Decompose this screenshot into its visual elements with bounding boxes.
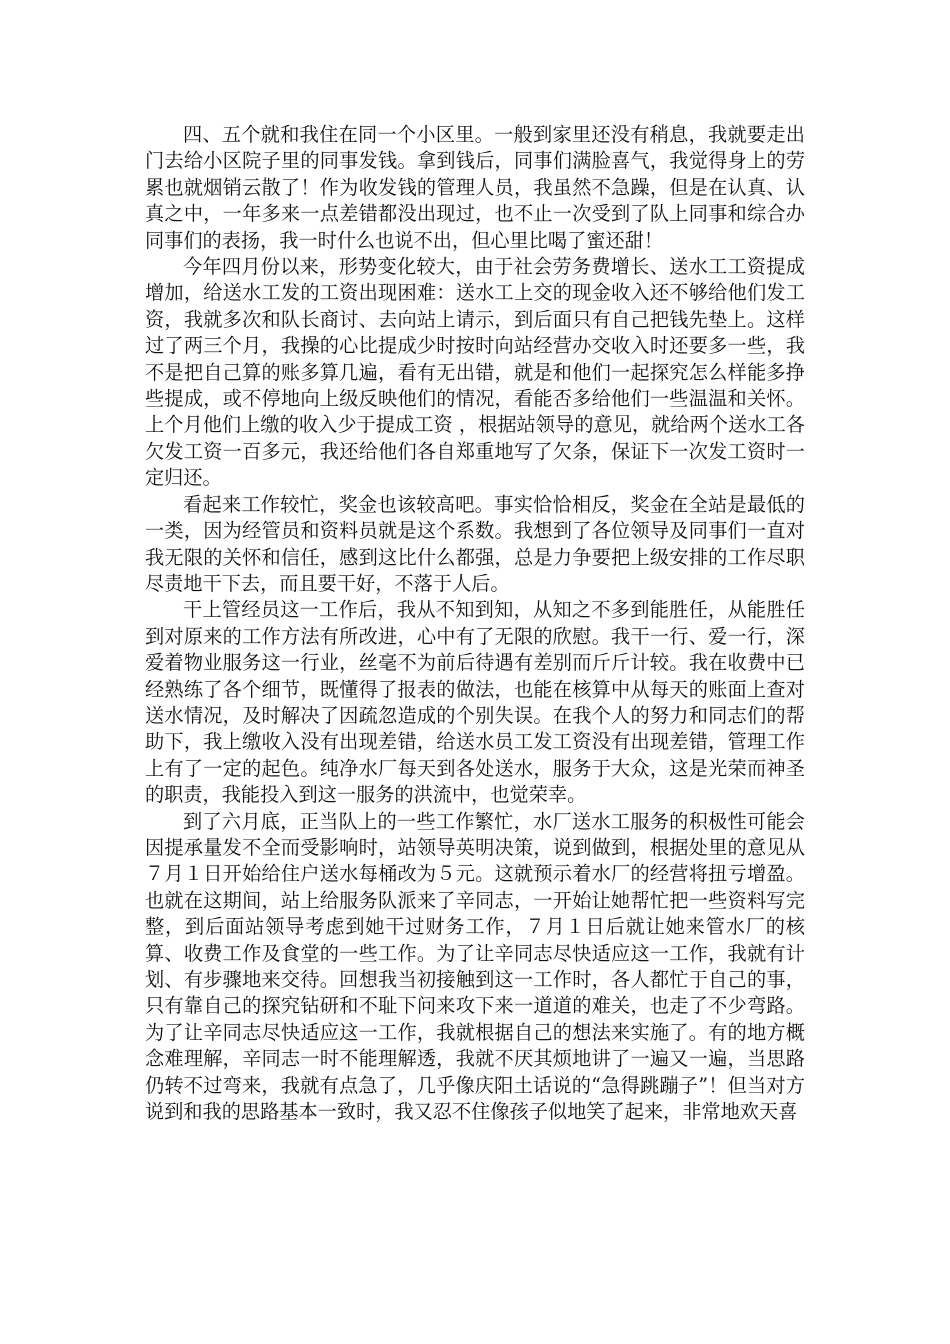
paragraph: 四、五个就和我住在同一个小区里。一般到家里还没有稍息，我就要走出门去给小区院子里的同事发钱。拿到钱后，同事们满脸喜气，我觉得身上的劳累也就烟销云散了！作为收发钱的管理人员，我虽然不急躁，但是在认真、认真之中，一年多来一点差错都没出现过，也不止一次受到了队上同事和综合办同事们的表扬，我一时什么也说不出，但心里比喝了蜜还甜！ [145, 123, 805, 252]
document-body [145, 122, 805, 1125]
paragraph: 干上管经员这一工作后，我从不知到知，从知之不多到能胜任，从能胜任到对原来的工作方法有所改进，心中有了无限的欣慰。我干一行、爱一行，深爱着物业服务这一行业，丝毫不为前后待遇有差别而斤斤计较。我在收费中已经熟练了各个细节，既懂得了报表的做法，也能在核算中从每天的账面上查对送水情况，及时解决了因疏忽造成的个别失误。在我个人的努力和同志们的帮助下，我上缴收入没有出现差错，给送水员工发工资没有出现差错，管理工作上有了一定的起色。纯净水厂每天到各处送水，服务于大众，这是光荣而神圣的职责，我能投入到这一服务的洪流中，也觉荣幸。 [145, 598, 805, 807]
paragraph: 到了六月底，正当队上的一些工作繁忙，水厂送水工服务的积极性可能会因提承量发不全而受影响时，站领导英明决策，说到做到，根据处里的意见从７月１日开始给住户送水每桶改为５元。这就预示着水厂的经营将扭亏增盈。也就在这期间，站上给服务队派来了辛同志，一开始让她帮忙把一些资料写完整，到后面站领导考虑到她干过财务工作，７月１日后就让她来管水厂的核算、收费工作及食堂的一些工作。为了让辛同志尽快适应这一工作，我就有计划、有步骤地来交待。回想我当初接触到这一工作时，各人都忙于自己的事，只有靠自己的探究钻研和不耻下问来攻下来一道道的难关，也走了不少弯路。为了让辛同志尽快适应这一工作，我就根据自己的想法来实施了。有的地方概念难理解，辛同志一时不能理解透，我就不厌其烦地讲了一遍又一遍，当思路仍转不过弯来，我就有点急了，几乎像庆阳土话说的“急得跳蹦子”！但当对方说到和我的思路基本一致时，我又忍不住像孩子似地笑了起来，非常地欢天喜 [145, 809, 805, 1124]
paragraph: 看起来工作较忙，奖金也该较高吧。事实恰恰相反，奖金在全站是最低的一类，因为经管员和资料员就是这个系数。我想到了各位领导及同事们一直对我无限的关怀和信任，感到这比什么都强，总是力争要把上级安排的工作尽职尽责地干下去，而且要干好，不落于人后。 [145, 492, 805, 595]
paragraph: 今年四月份以来，形势变化较大，由于社会劳务费增长、送水工工资提成增加，给送水工发的工资出现困难：送水工上交的现金收入还不够给他们发工资，我就多次和队长商讨、去向站上请示，到后面只有自己把钱先垫上。这样过了两三个月，我操的心比提成少时按时向站经营办交收入时还要多一些，我不是把自己算的账多算几遍，看有无出错，就是和他们一起探究怎么样能多挣些提成，或不停地向上级反映他们的情况，看能否多给他们一些温温和关怀。上个月他们上缴的收入少于提成工资 ，根据站领导的意见，就给两个送水工各欠发工资一百多元，我还给他们各自郑重地写了欠条，保证下一次发工资时一定归还。 [145, 255, 805, 490]
